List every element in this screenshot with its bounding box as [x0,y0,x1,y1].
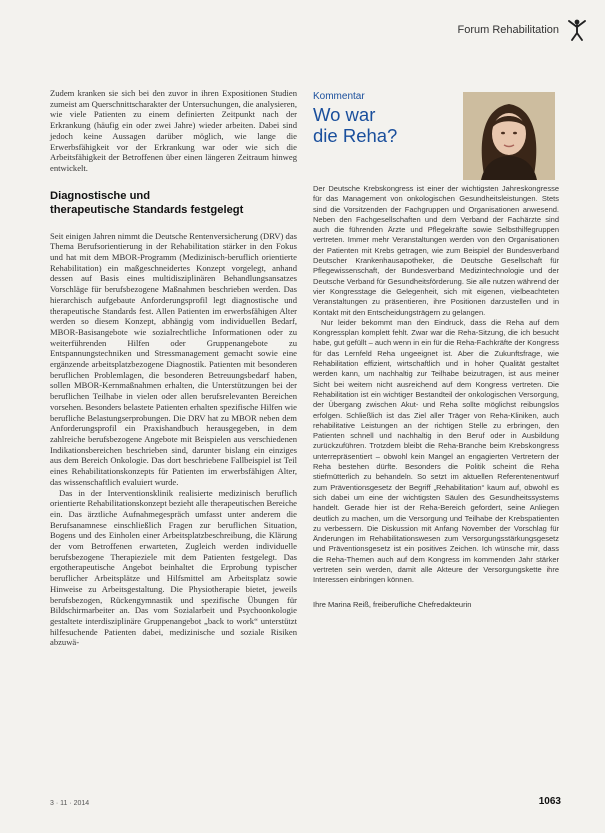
headline-line-2: die Reha? [313,125,398,147]
issue-label: 3 · 11 · 2014 [50,800,90,807]
commentary-column [313,92,559,610]
left-column [50,88,297,648]
page-header [0,0,605,62]
page-number: 1063 [538,796,561,807]
headline-line-1: Wo war [313,104,376,126]
section-label: Forum Rehabilitation [457,24,559,36]
author-portrait [463,92,555,180]
kicker-label: Kommentar [313,91,365,102]
section-subheading [50,189,297,217]
body-paragraph-2: Das in der Interventionsklinik realisierte medizinisch beruflich orientierte Rehabilitationskonzept bezieht alle therapeutischen Bereiche ein. Das ärztliche Aufnahmegespräch umfasst unter anderem die Berufsanamnese einschließlich Fragen zur beruflichen Situation, Bogens und des Einholen einer Arbeitsplatzbeschreibung, die Klärung der vom Betroffenen erwarteten, Zugleich werden individuelle berufsbezogene Therapieziele mit dem Patienten festgelegt. Das ergotherapeutische Angebot beinhaltet die Erprobung typischer beruflicher Arbeitsplätze und Hilfsmittel am Arbeitsplatz sowie Hinweise zu Arbeitsgestaltung. Die Physiotherapie bietet, jeweils berufsbezogen, Rückengymnastik und spezifische Übungen für Bildschirmarbeiter an. Das vom Sozialarbeit und Psychoonkologie gestaltete interdisziplinäre Gruppenangebot „back to work“ unterstützt hilfesuchende Patienten dabei, medizinische und soziale Risiken abzuwä- [50,487,297,648]
commentary-paragraph-1: Der Deutsche Krebskongress ist einer der wichtigsten Jahreskongresse für das Management von onkologischen Gesundheitsleistungen. Stets sind die Vorsitzenden der Fachgruppen und Organisationen anwesend. Neben den Fachgesellschaften und dem Verband der Fachärzte sind auch die führenden Ärzte und Pflegekräfte sowie Selbsthilfegruppen vertreten. Immer mehr Veranstaltungen werden von den Organisationen der Patienten mit Krebs getragen, wie zum Beispiel der Bundesverband Deutscher Krankenhausapotheker, die Deutsche Gesellschaft für Pflegewissenschaft, der Bundesverband Medizintechnologie und der Deutsche Verband für Gesundheitsförderung. Sie alle nutzen während der vier Kongresstage die Gelegenheit, sich mit eigenen, vielbeachteten Veranstaltungen zu präsentieren, ihre Positionen darzustellen und in Kontakt mit den Entscheidungsträgern zu gelangen. [313,184,559,317]
subheading-line-1: Diagnostische und [50,189,151,202]
commentary-header [313,92,559,184]
subheading-line-2: therapeutische Standards festgelegt [50,203,244,216]
body-paragraph-1: Seit einigen Jahren nimmt die Deutsche Rentenversicherung (DRV) das Thema Berufsorientierung in der Rehabilitation stärker in den Fokus und hat mit dem MBOR-Programm (Medizinisch-beruflich orientierte Rehabilitation) ein maßgeschneidertes Konzept vorgelegt, anhand dessen auf Basis eines multidisziplinären Behandlungsansatzes Vorschläge für berufsbezogene Maßnahmen beschrieben werden. Das hierarchisch aufgebaute Anforderungsprofil legt diagnostische und therapeutische Standards fest. Allen Patienten im erwerbsfähigen Alter werden so diesem Konzept, abhängig vom individuellen Bedarf, MBOR-Basisangebote wie sozialrechtliche Informationen oder zu weiterführenden Hilfen oder Gruppenangebote zu Entspannungstechniken und Stressmanagement gemacht sowie eine ergänzende arbeitsplatzbezogene Diagnostik. Patienten mit besonderen beruflichen Problemlagen, die besonderen Betreuungsbedarf haben, sollen MBOR-Kernmaßnahmen erhalten, die Unterstützungen bei der beruflichen Teilhabe in vielen oder allen berufsrelevanten Bereichen vorsehen. Besonders belastete Patienten erhalten spezifische Hilfen wie berufliche Belastungserprobungen. Die DRV hat zu MBOR neben dem Anforderungsprofil ein Praxishandbuch herausgegeben, in dem zahlreiche berufsbezogene Angebote mit Beispielen aus verschiedenen Indikationsbereichen beschrieben sind, darunter bislang ein einziges aus dem Bereich Onkologie. Das dort beschriebene Fallbeispiel ist Teil eines Rehabilitationskonzepts für Patienten im erwerbsfähigen Alter, das wissenschaftlich evaluiert wurde. [50,230,297,487]
author-byline: Ihre Marina Reiß, freiberufliche Chefredakteurin [313,599,472,609]
portrait-image [463,92,555,180]
commentary-paragraph-2: Nur leider bekommt man den Eindruck, dass die Reha auf dem Kongressplan komplett fehlt. Zwar war die Reha-Sitzung, die ich besucht habe, gut gefüllt – auch wenn in ein für die Reha-Fachkräfte der Kongress für das Lernfeld Reha ungeeignet ist. Aber die Zukunftsfrage, wie Rehabilitation effizient, wirtschaftlich und in hoher Qualität gestaltet werden kann, um nachhaltig zur Teilhabe beizutragen, ist aus meiner Sicht bei weitem nicht ausreichend auf dem Kongress vertreten. Die Rehabilitation ist ein wichtiger Bestandteil der onkologischen Versorgung, der Übergang zwischen Akut- und Reha sollte möglichst reibungslos erfolgen. Schließlich ist das Ziel aller Träger von Reha-Kliniken, auch rehabilitative Leistungen an der richtigen Stelle zu erbringen, den Patienten schnell und nachhaltig in den Beruf oder in Ausbildung zurückzuführen. Trotzdem bleibt die Reha-Branche beim Krebskongress unterrepräsentiert – obwohl kein Mangel an engagierten Vertretern der Reha bestehen dürfte. Besonders die Politik scheint die Reha stiefmütterlich zu behandeln. So setzt im aktuellen Referentenentwurf zum Präventionsgesetz der Begriff „Rehabilitation“ kaum auf, obwohl es sich dabei um eine der wichtigsten Säulen des Gesundheitssystems handelt. Gerade hier ist der Reha-Bereich gefordert, seine Anliegen deutlich zu machen, um die Versorgung und Teilhabe der Krebspatienten zu verbessern. Die Diskussion mit Anfang November der Vorschlag für Änderungen im Rehabilitationswesen zum Versorgungsstärkungsgesetz und Präventionsgesetz ist ein positives Zeichen. Ich wünsche mir, dass die Reha-Themen auch auf dem Kongress im kommenden Jahr stärker vertreten sein werden, damit alle Akteure der Versorgungskette ihre Interessen einbringen können. [313,317,559,585]
intro-paragraph: Zudem kranken sie sich bei den zuvor in ihren Expositionen Studien zumeist am Querschnittscharakter der Untersuchungen, die analysieren, wie viele Patienten zu einem definierten Zeitpunkt nach der Erkrankung (häufig ein oder zwei Jahre) wieder arbeiten. Dabei sind jedoch keine Aussagen darüber möglich, wie lange die Erwerbsfähigkeit vor der Erkrankung war oder wie sich die Arbeitsfähigkeit der Betroffenen über einen längeren Zeitraum hinweg entwickelt. [50,88,297,173]
person-arms-raised-icon [565,18,589,42]
